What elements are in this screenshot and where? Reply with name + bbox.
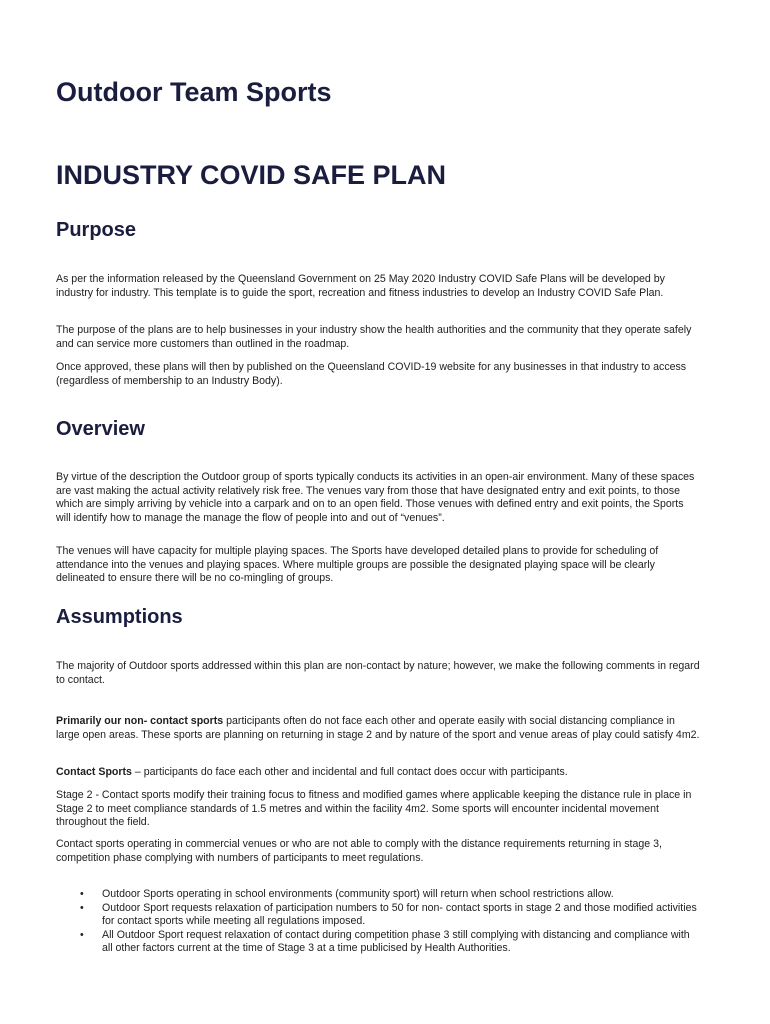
assumptions-heading: Assumptions (56, 606, 183, 628)
non-contact-sports-paragraph (56, 715, 700, 742)
list-item (56, 902, 700, 929)
bullet-text: Outdoor Sport requests relaxation of participation numbers to 50 for non- contact sports in stage 2 and those modified activities for contact sports while meeting all regulations imposed. (102, 901, 697, 928)
bullet-text: Outdoor Sports operating in school environments (community sport) will return when school restrictions allow. (102, 888, 614, 900)
list-item (56, 888, 700, 902)
stage-2-paragraph: Stage 2 - Contact sports modify their training focus to fitness and modified games where applicable keeping the distance rule in place in Stage 2 to meet compliance standards of 1.5 metres and within the facility 4m2. Some sports will encounter incidental movement throughout the field. (56, 789, 692, 829)
document-subtitle: INDUSTRY COVID SAFE PLAN (56, 160, 447, 190)
bullet-icon: • (80, 901, 84, 914)
non-contact-sports-text: participants often do not face each other and operate easily with social distancing compliance in large open areas. These sports are planning on returning in stage 2 and by nature of the sport and venue areas of play could satisfy 4m2. (56, 715, 700, 741)
purpose-heading: Purpose (56, 219, 137, 241)
purpose-paragraph-1: As per the information released by the Queensland Government on 25 May 2020 Industry COVID Safe Plans will be developed by industry for industry. This template is to guide the sport, recreation and fitness industries to develop an Industry COVID Safe Plan. (56, 273, 665, 299)
contact-sports-text: – participants do face each other and incidental and full contact does occur with participants. (131, 766, 568, 778)
overview-heading: Overview (56, 418, 145, 440)
purpose-paragraph-3: Once approved, these plans will then by published on the Queensland COVID-19 website for any businesses in that industry to access (regardless of membership to an Industry Body). (56, 361, 687, 387)
stage-3-paragraph: Contact sports operating in commercial venues or who are not able to comply with the distance requirements returning in stage 3, competition phase complying with numbers of participants to meet regulations. (56, 838, 662, 864)
bullet-icon: • (80, 928, 84, 941)
contact-sports-label: Contact Sports (56, 766, 132, 778)
assumptions-paragraph-1: The majority of Outdoor sports addressed within this plan are non-contact by nature; however, we make the following comments in regard to contact. (56, 660, 700, 686)
overview-paragraph-2: The venues will have capacity for multiple playing spaces. The Sports have developed detailed plans to provide for scheduling of attendance into the venues and playing spaces. Where multiple groups are possible the designated playing space will be clearly delineated to ensure there will be no co-mingling of groups. (56, 545, 659, 585)
bullet-icon: • (80, 888, 84, 900)
non-contact-sports-label: Primarily our non- contact sports (56, 715, 224, 727)
overview-paragraph-1: By virtue of the description the Outdoor group of sports typically conducts its activities in an open-air environment. Many of these spaces are vast making the actual activity relatively risk free. The venues vary from those that have designated entry and exit points, to those which are simply arriving by vehicle into a carpark and on to an open field. Those venues with defined entry and exit points, the Sports will identify how to manage the manage the flow of people into and out of “venues”. (56, 471, 695, 524)
requests-bullet-list (56, 888, 700, 956)
list-item (56, 929, 700, 956)
contact-sports-paragraph (56, 766, 700, 780)
purpose-paragraph-2: The purpose of the plans are to help businesses in your industry show the health authorities and the community that they operate safely and can service more customers than outlined in the roadmap. (56, 324, 692, 350)
bullet-text: All Outdoor Sport request relaxation of contact during competition phase 3 still complying with distancing and compliance with all other factors current at the time of Stage 3 at a time publicised by Health Authorities. (102, 928, 690, 955)
page-title: Outdoor Team Sports (56, 77, 332, 107)
